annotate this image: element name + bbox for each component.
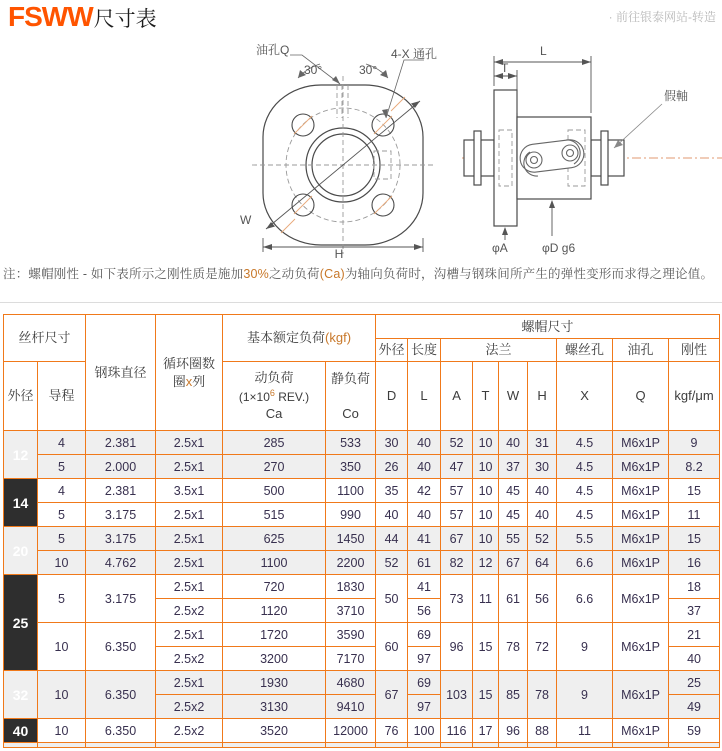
table-cell: 270 bbox=[223, 455, 326, 479]
front-label-oil-hole: 油孔Q bbox=[256, 43, 290, 57]
table-cell: 4680 bbox=[326, 671, 376, 695]
table-cell: 500 bbox=[223, 479, 326, 503]
table-cell: 990 bbox=[326, 503, 376, 527]
table-cell: 350 bbox=[326, 455, 376, 479]
table-cell: 69 bbox=[408, 671, 441, 695]
front-label-angle-left: 30° bbox=[304, 63, 323, 77]
header-col-w: W bbox=[499, 362, 528, 431]
table-cell: 82 bbox=[441, 551, 473, 575]
table-cell: 6.6 bbox=[557, 575, 613, 623]
front-label-through-hole: 4-X 通孔 bbox=[391, 47, 438, 61]
note-highlight-ca: (Ca) bbox=[319, 267, 345, 281]
table-cell: 67 bbox=[376, 671, 408, 719]
table-cell: 2.381 bbox=[86, 431, 156, 455]
note-text-suffix: 为轴向负荷时，沟槽与钢珠间所产生的弹性变形而求得之理论值。 bbox=[344, 267, 714, 281]
table-cell: 100 bbox=[408, 719, 441, 743]
table-cell: 40 bbox=[528, 479, 557, 503]
table-cell: 61 bbox=[499, 575, 528, 623]
table-cell: 97 bbox=[408, 695, 441, 719]
table-cell: 9 bbox=[557, 671, 613, 719]
table-cell bbox=[613, 743, 669, 748]
table-cell: 10 bbox=[38, 719, 86, 743]
table-cell: 52 bbox=[376, 551, 408, 575]
table-cell: 37 bbox=[669, 599, 720, 623]
table-cell: 96 bbox=[441, 623, 473, 671]
table-cell: 4.5 bbox=[557, 455, 613, 479]
table-cell: 3.175 bbox=[86, 575, 156, 623]
table-cell: 17 bbox=[473, 719, 499, 743]
dyn-line2a: (1×10 bbox=[238, 389, 270, 404]
table-cell: 40 bbox=[499, 431, 528, 455]
header-rigidity: 刚性 bbox=[669, 339, 720, 362]
note-highlight-30: 30% bbox=[243, 267, 269, 281]
table-cell: 3590 bbox=[326, 623, 376, 647]
table-cell: 2.5x1 bbox=[156, 551, 223, 575]
header-col-d: D bbox=[376, 362, 408, 431]
table-cell: 11 bbox=[557, 719, 613, 743]
header-rated-load bbox=[223, 315, 376, 362]
table-cell: 18 bbox=[669, 575, 720, 599]
table-cell: 2.5x1 bbox=[156, 431, 223, 455]
table-cell: 67 bbox=[499, 551, 528, 575]
table-cell: 3130 bbox=[223, 695, 326, 719]
table-cell bbox=[473, 743, 499, 748]
table-cell: 10 bbox=[473, 503, 499, 527]
site-link[interactable]: · 前往银泰网站-转造 bbox=[608, 10, 716, 24]
table-cell: 40 bbox=[669, 647, 720, 671]
table-cell: 49 bbox=[669, 695, 720, 719]
table-cell: 40 bbox=[408, 431, 441, 455]
table-cell: 76 bbox=[376, 719, 408, 743]
table-cell: 3520 bbox=[223, 719, 326, 743]
table-cell: 56 bbox=[528, 575, 557, 623]
table-cell bbox=[528, 743, 557, 748]
spec-table-body bbox=[4, 431, 720, 748]
table-cell: 52 bbox=[528, 527, 557, 551]
table-cell: 8.2 bbox=[669, 455, 720, 479]
circuits-line2c: 列 bbox=[192, 373, 206, 389]
table-cell: 45 bbox=[499, 479, 528, 503]
table-cell: 2.5x1 bbox=[156, 623, 223, 647]
table-cell: M6x1P bbox=[613, 551, 669, 575]
header-col-h: H bbox=[528, 362, 557, 431]
table-cell: 2.5x1 bbox=[156, 455, 223, 479]
dimension-table bbox=[3, 314, 720, 748]
circuits-line1: 循环圈数 bbox=[163, 355, 216, 371]
table-cell: 78 bbox=[499, 623, 528, 671]
table-cell: 625 bbox=[223, 527, 326, 551]
dyn-line2b: REV.) bbox=[274, 389, 310, 404]
table-cell: 72 bbox=[528, 623, 557, 671]
table-cell bbox=[669, 743, 720, 748]
table-cell: 2200 bbox=[326, 551, 376, 575]
table-cell: 69 bbox=[408, 623, 441, 647]
table-cell: M6x1P bbox=[613, 575, 669, 623]
table-cell: 57 bbox=[441, 503, 473, 527]
table-cell: 4.5 bbox=[557, 503, 613, 527]
circuits-x: x bbox=[185, 373, 193, 389]
table-cell: 1930 bbox=[223, 671, 326, 695]
table-cell: 2.5x2 bbox=[156, 719, 223, 743]
header-oil-hole: 油孔 bbox=[613, 339, 669, 362]
table-cell: 2.5x1 bbox=[156, 503, 223, 527]
table-cell: 40 bbox=[376, 503, 408, 527]
header-screw-size: 丝杆尺寸 bbox=[4, 315, 86, 362]
table-cell: 85 bbox=[499, 671, 528, 719]
table-cell: 44 bbox=[376, 527, 408, 551]
table-cell: 11 bbox=[473, 575, 499, 623]
page-title-suffix: 尺寸表 bbox=[93, 8, 157, 31]
table-cell: M6x1P bbox=[613, 719, 669, 743]
table-cell: 9410 bbox=[326, 695, 376, 719]
table-cell: 60 bbox=[376, 623, 408, 671]
table-cell: 15 bbox=[669, 527, 720, 551]
table-cell: 41 bbox=[408, 575, 441, 599]
table-cell: 9 bbox=[669, 431, 720, 455]
table-cell: 103 bbox=[441, 671, 473, 719]
table-cell: 30 bbox=[376, 431, 408, 455]
dyn-line1: 动负荷 bbox=[254, 370, 294, 386]
table-cell: 10 bbox=[473, 479, 499, 503]
table-cell: 57 bbox=[441, 479, 473, 503]
table-cell: 4 bbox=[38, 479, 86, 503]
table-cell: 40 bbox=[528, 503, 557, 527]
side-label-dia-a: φA bbox=[492, 241, 508, 255]
header-flange: 法兰 bbox=[441, 339, 557, 362]
table-cell: M6x1P bbox=[613, 671, 669, 719]
table-cell: 2.5x1 bbox=[156, 575, 223, 599]
table-cell: 25 bbox=[669, 671, 720, 695]
table-cell: 3.175 bbox=[86, 503, 156, 527]
table-cell: 5 bbox=[38, 575, 86, 623]
table-cell: 6.350 bbox=[86, 623, 156, 671]
table-cell: 31 bbox=[528, 431, 557, 455]
table-cell: 10 bbox=[473, 455, 499, 479]
table-cell bbox=[408, 743, 441, 748]
table-cell: 59 bbox=[669, 719, 720, 743]
row-group-label: 32 bbox=[4, 671, 38, 719]
header-col-t: T bbox=[473, 362, 499, 431]
table-cell: 1830 bbox=[326, 575, 376, 599]
circuits-line2a: 圈 bbox=[172, 373, 186, 389]
table-cell: 41 bbox=[408, 527, 441, 551]
header-circuits bbox=[156, 315, 223, 431]
front-label-w: W bbox=[240, 213, 252, 227]
nut-rigidity-note bbox=[3, 264, 722, 282]
table-cell: 42 bbox=[408, 479, 441, 503]
table-cell: 30 bbox=[528, 455, 557, 479]
table-cell: 88 bbox=[528, 719, 557, 743]
side-label-dia-d: φD g6 bbox=[542, 241, 576, 255]
table-cell: M6x1P bbox=[613, 479, 669, 503]
side-view-diagram bbox=[462, 40, 722, 258]
header-nut-od: 外径 bbox=[376, 339, 408, 362]
table-cell bbox=[223, 743, 326, 748]
table-cell bbox=[38, 743, 86, 748]
table-cell: 4.5 bbox=[557, 431, 613, 455]
header-dynamic-load bbox=[223, 362, 326, 431]
row-group-label: 20 bbox=[4, 527, 38, 575]
rated-load-title: 基本额定负荷 bbox=[247, 330, 326, 346]
table-cell: 21 bbox=[669, 623, 720, 647]
header-col-l: L bbox=[408, 362, 441, 431]
header-length: 长度 bbox=[408, 339, 441, 362]
table-cell: 35 bbox=[376, 479, 408, 503]
table-cell: 45 bbox=[499, 503, 528, 527]
table-cell: 5.5 bbox=[557, 527, 613, 551]
table-cell: 2.5x2 bbox=[156, 599, 223, 623]
table-cell: 3.5x1 bbox=[156, 479, 223, 503]
front-label-angle-right: 30° bbox=[359, 63, 378, 77]
table-cell: 47 bbox=[441, 455, 473, 479]
side-label-t: T bbox=[501, 61, 509, 75]
table-cell: 97 bbox=[408, 647, 441, 671]
row-group-label: 12 bbox=[4, 431, 38, 479]
dyn-superscript: 6 bbox=[269, 387, 275, 398]
table-cell: 4 bbox=[38, 431, 86, 455]
table-cell: M6x1P bbox=[613, 503, 669, 527]
header-lead: 导程 bbox=[38, 362, 86, 431]
table-cell: 2.5x2 bbox=[156, 695, 223, 719]
table-cell: 15 bbox=[669, 479, 720, 503]
table-header bbox=[4, 315, 720, 431]
table-cell bbox=[326, 743, 376, 748]
table-cell: 61 bbox=[408, 551, 441, 575]
header-col-a: A bbox=[441, 362, 473, 431]
front-view-diagram bbox=[228, 40, 470, 258]
table-cell: 5 bbox=[38, 527, 86, 551]
table-cell: 515 bbox=[223, 503, 326, 527]
table-cell: 2.000 bbox=[86, 455, 156, 479]
side-label-l: L bbox=[540, 44, 547, 58]
table-cell: 2.381 bbox=[86, 479, 156, 503]
table-cell: 10 bbox=[473, 527, 499, 551]
table-cell: 56 bbox=[408, 599, 441, 623]
row-group-label: 14 bbox=[4, 479, 38, 527]
header-nut-size: 螺帽尺寸 bbox=[376, 315, 720, 339]
row-group-label bbox=[4, 743, 38, 748]
side-label-dummy-shaft: 假軸 bbox=[664, 89, 689, 103]
table-cell: 1450 bbox=[326, 527, 376, 551]
table-cell: 96 bbox=[499, 719, 528, 743]
table-cell: 52 bbox=[441, 431, 473, 455]
brand-text: FSWW bbox=[8, 1, 93, 32]
table-cell: 2.5x1 bbox=[156, 527, 223, 551]
table-cell: 50 bbox=[376, 575, 408, 623]
table-cell: 6.6 bbox=[557, 551, 613, 575]
table-cell: 40 bbox=[408, 503, 441, 527]
table-cell: 10 bbox=[38, 623, 86, 671]
table-cell: 2.5x2 bbox=[156, 647, 223, 671]
table-cell: 1100 bbox=[223, 551, 326, 575]
table-cell: 10 bbox=[38, 551, 86, 575]
table-cell: 40 bbox=[408, 455, 441, 479]
table-cell: 533 bbox=[326, 431, 376, 455]
table-cell: 1120 bbox=[223, 599, 326, 623]
table-cell: 720 bbox=[223, 575, 326, 599]
table-cell: 73 bbox=[441, 575, 473, 623]
header-static-load bbox=[326, 362, 376, 431]
row-group-label: 40 bbox=[4, 719, 38, 743]
table-cell: 10 bbox=[38, 671, 86, 719]
table-cell: 3200 bbox=[223, 647, 326, 671]
section-divider bbox=[0, 302, 722, 303]
dyn-line3: Ca bbox=[265, 406, 283, 422]
table-cell bbox=[86, 743, 156, 748]
table-cell: 285 bbox=[223, 431, 326, 455]
static-line1: 静负荷 bbox=[331, 370, 371, 386]
table-cell: 5 bbox=[38, 503, 86, 527]
table-cell bbox=[156, 743, 223, 748]
technical-drawings bbox=[0, 32, 722, 262]
table-cell: 16 bbox=[669, 551, 720, 575]
table-cell: 55 bbox=[499, 527, 528, 551]
table-cell: 3.175 bbox=[86, 527, 156, 551]
rated-load-unit: (kgf) bbox=[325, 330, 352, 346]
table-cell: 1100 bbox=[326, 479, 376, 503]
front-label-h: H bbox=[334, 247, 344, 258]
table-cell bbox=[441, 743, 473, 748]
table-cell: 11 bbox=[669, 503, 720, 527]
table-cell: M6x1P bbox=[613, 455, 669, 479]
table-cell: 15 bbox=[473, 623, 499, 671]
top-bar bbox=[0, 0, 722, 32]
header-col-x: X bbox=[557, 362, 613, 431]
table-cell: 5 bbox=[38, 455, 86, 479]
table-cell: 64 bbox=[528, 551, 557, 575]
static-line3: Co bbox=[342, 405, 359, 421]
table-cell: 10 bbox=[473, 431, 499, 455]
table-cell: 78 bbox=[528, 671, 557, 719]
table-cell: 67 bbox=[441, 527, 473, 551]
table-cell: 9 bbox=[557, 623, 613, 671]
table-cell: M6x1P bbox=[613, 431, 669, 455]
header-screw-hole: 螺丝孔 bbox=[557, 339, 613, 362]
table-cell: 1720 bbox=[223, 623, 326, 647]
table-cell bbox=[557, 743, 613, 748]
header-ball-diameter: 钢珠直径 bbox=[86, 315, 156, 431]
note-text-mid: 之动负荷 bbox=[268, 267, 320, 281]
table-cell: M6x1P bbox=[613, 527, 669, 551]
header-screw-od: 外径 bbox=[4, 362, 38, 431]
table-cell: 2.5x1 bbox=[156, 671, 223, 695]
note-text: 注：螺帽刚性 - 如下表所示之刚性质是施加 bbox=[3, 267, 244, 281]
table-cell: 26 bbox=[376, 455, 408, 479]
table-cell: M6x1P bbox=[613, 623, 669, 671]
table-cell: 4.5 bbox=[557, 479, 613, 503]
header-col-rigidity-unit: kgf/μm bbox=[669, 362, 720, 431]
table-cell: 6.350 bbox=[86, 671, 156, 719]
table-cell bbox=[376, 743, 408, 748]
table-cell: 6.350 bbox=[86, 719, 156, 743]
table-cell: 116 bbox=[441, 719, 473, 743]
table-cell bbox=[499, 743, 528, 748]
table-cell: 37 bbox=[499, 455, 528, 479]
table-cell: 3710 bbox=[326, 599, 376, 623]
row-group-label: 25 bbox=[4, 575, 38, 671]
table-cell: 7170 bbox=[326, 647, 376, 671]
table-cell: 15 bbox=[473, 671, 499, 719]
table-cell: 4.762 bbox=[86, 551, 156, 575]
table-cell: 12000 bbox=[326, 719, 376, 743]
header-col-q: Q bbox=[613, 362, 669, 431]
table-cell: 12 bbox=[473, 551, 499, 575]
